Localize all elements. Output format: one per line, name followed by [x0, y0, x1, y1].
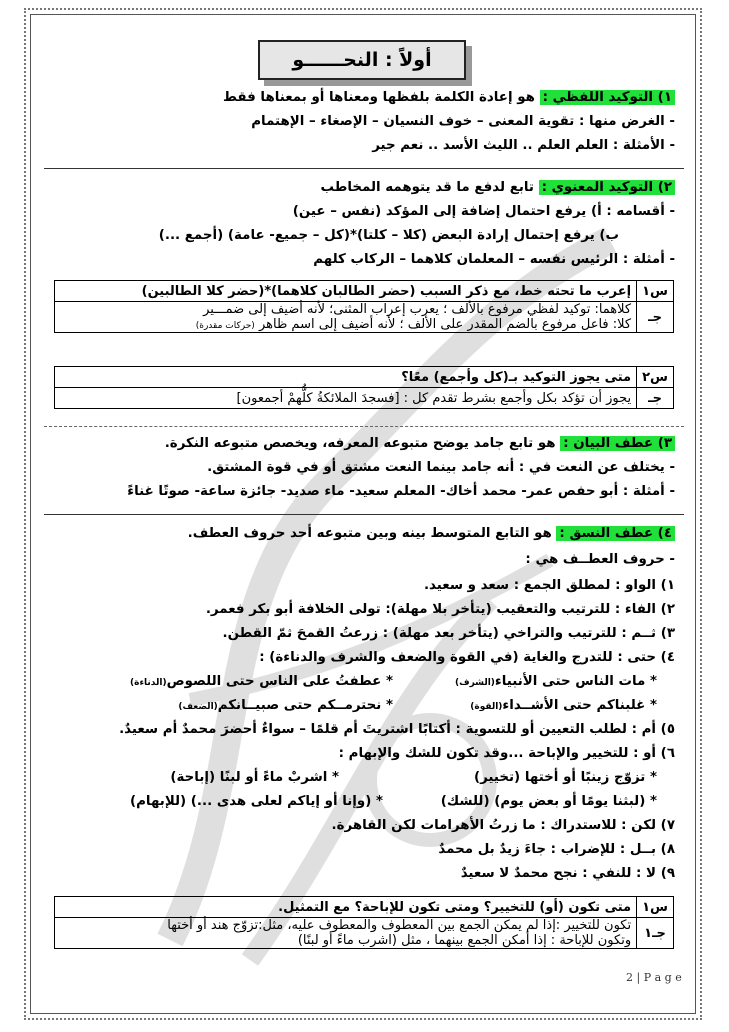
answer1-line2-wrap — [60, 317, 631, 332]
section1-line — [223, 88, 675, 108]
aw-example-3: * (لبثنا يومًا أو بعض يوم) (للشك) — [440, 794, 657, 809]
hatta-example-1-text: * مات الناس حتى الأنبياء — [494, 674, 657, 689]
letter-thumma: ٣) ثــم : للترتيب والتراخي (يتأخر بعد مهلة) : زرعتُ القمحَ ثمّ القطن. — [222, 626, 675, 641]
hatta-example-4 — [178, 696, 393, 717]
section4-heading: ٤) عطف النسق : — [556, 526, 675, 541]
section2-examples: - أمثلة : الرئيس نفسه – المعلمان كلاهما – الركاب كلهم — [313, 252, 675, 267]
divider — [44, 168, 684, 169]
question3-text: متى تكون (أو) للتخيير؟ ومتى تكون للإباحة؟ مع التمثيل. — [55, 897, 637, 918]
section4-line — [188, 524, 675, 544]
hatta-example-1-note: (الشرف) — [455, 678, 495, 688]
answer3-line1: تكون للتخيير :إذا لم يمكن الجمع بين المعطوف والمعطوف عليه، مثل:تزوّج هند أو أختها — [167, 918, 632, 933]
answer2-text: يجوز أن تؤكد بكل وأجمع بشرط تقدم كل : [فسجدَ الملائكةُ كلُّهمْ أجمعون] — [55, 388, 637, 409]
hatta-example-4-note: (الضعف) — [178, 702, 218, 712]
section2-line — [321, 178, 675, 198]
section3-examples: - أمثلة : أبو حفص عمر- محمد أخاك- المعلم سعيد- ماء صديد- جائزة ساعة- صوتًا غناءً — [127, 484, 675, 499]
answer1-cell — [55, 302, 637, 333]
hatta-example-2-text: * عطفتُ على الناس حتى اللصوص — [166, 674, 393, 689]
hatta-example-4-text: * نحترمــكم حتى صبيــانكم — [217, 698, 393, 713]
page-number: 2 | P a g e — [626, 971, 682, 984]
letter-lakin: ٧) لكن : للاستدراك : ما زرتُ الأهرامات لكن القاهرة. — [331, 818, 675, 833]
hatta-example-1 — [455, 672, 657, 693]
section3-heading: ٣) عطف البيان : — [560, 436, 675, 451]
section1-examples: - الأمثلة : العلم العلم .. الليث الأسد .. نعم جير — [372, 138, 675, 153]
question1-label: س١ — [637, 281, 674, 302]
question2-table — [54, 366, 674, 409]
section2-division-b: ب) يرفع إحتمال إرادة البعض (كلا – كلتا)*(كل – جميع- عامة) (أجمع ...) — [158, 228, 619, 243]
answer1-note: (حركات مقدرة) — [195, 321, 255, 331]
question3-table — [54, 896, 674, 949]
letter-am: ٥) أم : لطلب التعيين أو للتسوية : أكتابًا اشتريتَ أم قلمًا – سواءٌ أحضرَ محمدٌ أم سعيدٌ. — [119, 722, 675, 737]
question2-text: متى يجوز التوكيد بـ(كل وأجمع) معًا؟ — [55, 367, 637, 388]
section1-heading: ١) التوكيد اللفظي : — [540, 90, 675, 105]
answer1-line1: كلاهما: توكيد لفظي مرفوع بالألف ؛ يعرب إعراب المثنى؛ لأنه أضيف إلى ضمـــير — [203, 302, 632, 317]
section3-definition: هو تابع جامد يوضح متبوعه المعرفه، ويخصص متبوعه النكرة. — [164, 436, 561, 451]
letter-la: ٩) لا : للنفي : نجح محمدٌ لا سعيدٌ — [460, 866, 675, 881]
hatta-example-3-note: (القوة) — [470, 702, 503, 712]
letter-hatta: ٤) حتى : للتدرج والغاية (في القوة والضعف والشرف والدناءة) : — [259, 650, 675, 665]
aw-example-2: * اشربْ ماءً أو لبنًا (إباحة) — [170, 770, 339, 785]
hatta-example-3-text: * غلبناكم حتى الأشــداء — [502, 698, 657, 713]
letter-aw: ٦) أو : للتخيير والإباحة ...وقد تكون للشك والإبهام : — [338, 746, 675, 761]
section2-heading: ٢) التوكيد المعنوي : — [539, 180, 675, 195]
question1-table — [54, 280, 674, 333]
section4-letters-intro: - حروف العطــف هي : — [525, 552, 675, 567]
section4-definition: هو التابع المتوسط بينه وبين متبوعه أحد حروف العطف. — [187, 526, 557, 541]
letter-waw: ١) الواو : لمطلق الجمع : سعد و سعيد. — [423, 578, 675, 593]
section1-definition: هو إعادة الكلمة بلفظها ومعناها أو بمعناها فقط — [223, 90, 540, 105]
question1-text: إعرب ما تحته خط، مع ذكر السبب (حضر الطالبان كلاهما)*(حضر كلا الطالبين) — [55, 281, 637, 302]
answer3-line2: وتكون للإباحة : إذا أمكن الجمع بينهما ، مثل (اشرب ماءً أو لبنًا) — [297, 933, 632, 948]
question2-label: س٢ — [637, 367, 674, 388]
hatta-example-2-note: (الدناءة) — [130, 678, 167, 688]
question3-label: س١ — [637, 897, 674, 918]
letter-fa: ٢) الفاء : للترتيب والتعقيب (يتأخر بلا مهلة): تولى الخلافة أبو بكر فعمر. — [205, 602, 675, 617]
page-title: أولاً : النحــــــو — [258, 40, 466, 80]
aw-example-4: * (وإنا أو إياكم لعلى هدى ...) (للإبهام) — [130, 794, 383, 809]
aw-example-1: * تزوّج زينبًا أو أختها (تخيير) — [473, 770, 657, 785]
section3-line — [165, 434, 675, 454]
letter-bal: ٨) بــل : للإضراب : جاءَ زيدٌ بل محمدٌ — [438, 842, 675, 857]
answer3-cell — [55, 918, 637, 949]
section2-definition: تابع لدفع ما قد يتوهمه المخاطب — [320, 180, 539, 195]
section3-difference: - يختلف عن النعت في : أنه جامد بينما النعت مشتق أو في قوة المشتق. — [207, 460, 675, 475]
answer3-label: جـ١ — [637, 918, 674, 949]
hatta-example-3 — [470, 696, 657, 717]
divider — [44, 514, 684, 515]
answer2-label: جـ — [637, 388, 674, 409]
section1-purpose: - الغرض منها : تقوية المعنى – خوف النسيان – الإصغاء – الإهتمام — [251, 114, 675, 129]
answer1-line2: كلا: فاعل مرفوع بالضم المقدر على الألف ؛ لأنه أضيف إلى اسم ظاهر — [258, 317, 632, 332]
answer1-label: جـ — [637, 302, 674, 333]
section2-division-a: - أقسامه : أ) يرفع احتمال إضافة إلى المؤكد (نفس – عين) — [292, 204, 675, 219]
divider — [44, 426, 684, 427]
hatta-example-2 — [130, 672, 393, 693]
